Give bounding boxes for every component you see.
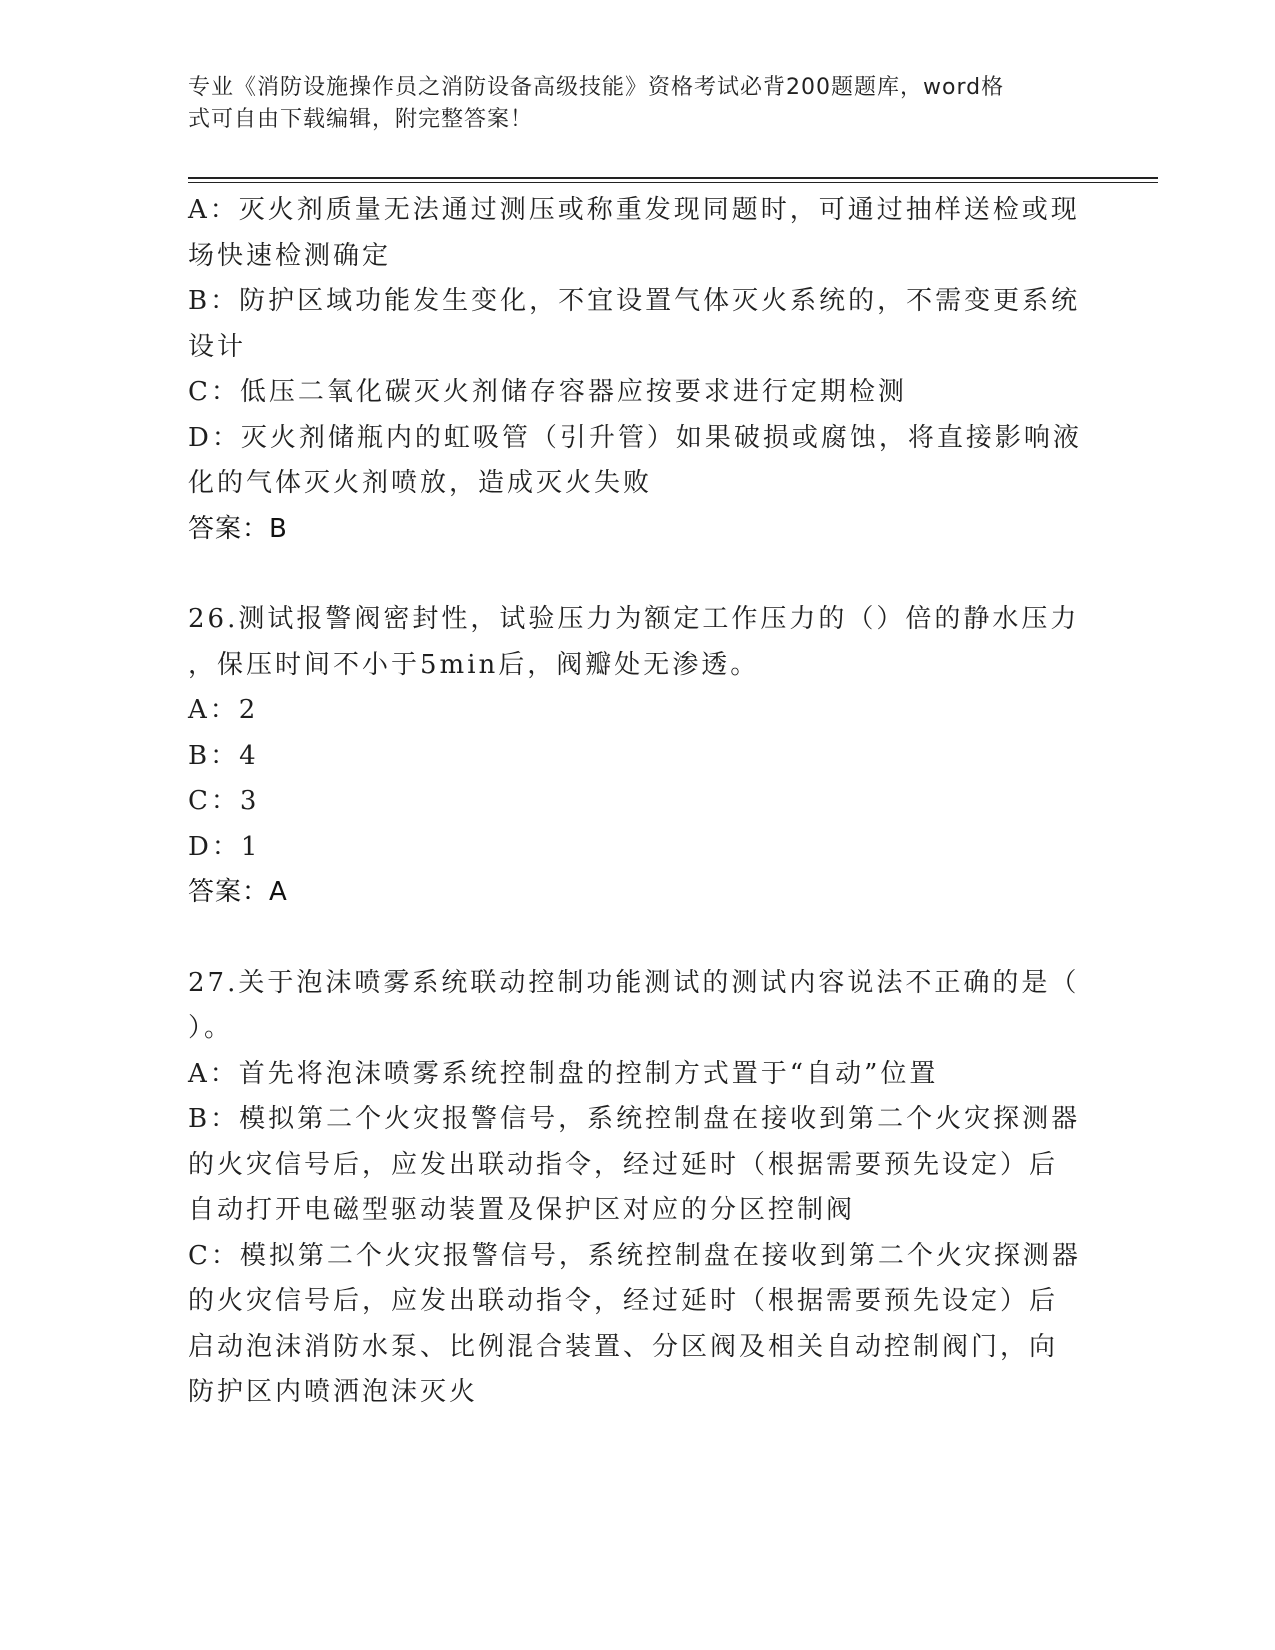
question-27-option-c-line-2: 的火灾信号后，应发出联动指令，经过延时（根据需要预先设定）后 [188, 1286, 1059, 1316]
spacer [188, 916, 1073, 961]
header-line-1: 专业《消防设施操作员之消防设备高级技能》资格考试必背200题题库，word格 [188, 75, 1005, 100]
header-divider-thick [188, 177, 1158, 179]
option-b-line-2: 设计 [188, 331, 247, 362]
question-27 [188, 961, 1081, 1416]
question-26-option-d: D：1 [188, 831, 261, 862]
question-27-option-c-line-3: 启动泡沫消防水泵、比例混合装置、分区阀及相关自动控制阀门，向 [188, 1331, 1059, 1362]
question-26-option-c: C：3 [188, 786, 260, 816]
header-line-2: 式可自由下载编辑，附完整答案！ [188, 107, 534, 132]
question-27-option-b-line-1: B：模拟第二个火灾报警信号，系统控制盘在接收到第二个火灾探测器 [188, 1104, 1081, 1134]
question-25-answer: 答案：B [188, 513, 288, 544]
document-header [188, 72, 1068, 136]
option-c-line-1: C：低压二氧化碳灭火剂储存容器应按要求进行定期检测 [188, 377, 907, 407]
option-a-line-2: 场快速检测确定 [188, 240, 392, 271]
question-26 [188, 597, 1080, 916]
question-content [188, 188, 1082, 1416]
option-d-line-2: 化的气体灭火剂喷放，造成灭火失败 [188, 468, 653, 498]
question-27-option-a-line-1: A：首先将泡沫喷雾系统控制盘的控制方式置于“自动”位置 [188, 1058, 939, 1089]
option-b-line-1: B：防护区域功能发生变化，不宜设置气体灭火系统的，不需变更系统 [188, 286, 1081, 316]
header-divider-thin [188, 182, 1158, 183]
question-26-answer: 答案：A [188, 877, 288, 907]
question-27-option-c-line-4: 防护区内喷洒泡沫灭火 [188, 1377, 479, 1407]
question-26-stem-line-2: ，保压时间不小于5min后，阀瓣处无渗透。 [188, 649, 760, 680]
question-27-option-c-line-1: C：模拟第二个火灾报警信号，系统控制盘在接收到第二个火灾探测器 [188, 1240, 1081, 1271]
question-27-option-b-line-3: 自动打开电磁型驱动装置及保护区对应的分区控制阀 [188, 1195, 856, 1225]
question-27-stem-line-1: 27.关于泡沫喷雾系统联动控制功能测试的测试内容说法不正确的是（ [188, 967, 1080, 998]
option-a-line-1: A：灭火剂质量无法通过测压或称重发现同题时，可通过抽样送检或现 [188, 195, 1080, 225]
question-25-options [188, 188, 1082, 552]
question-26-option-a: A：2 [188, 695, 259, 725]
option-d-line-1: D：灭火剂储瓶内的虹吸管（引升管）如果破损或腐蚀，将直接影响液 [188, 422, 1082, 453]
question-26-stem-line-1: 26.测试报警阀密封性，试验压力为额定工作压力的（）倍的静水压力 [188, 604, 1080, 634]
question-26-option-b: B：4 [188, 740, 259, 771]
question-27-option-b-line-2: 的火灾信号后，应发出联动指令，经过延时（根据需要预先设定）后 [188, 1149, 1059, 1180]
spacer [188, 552, 1073, 597]
question-27-stem-line-2: ）。 [188, 1013, 234, 1043]
